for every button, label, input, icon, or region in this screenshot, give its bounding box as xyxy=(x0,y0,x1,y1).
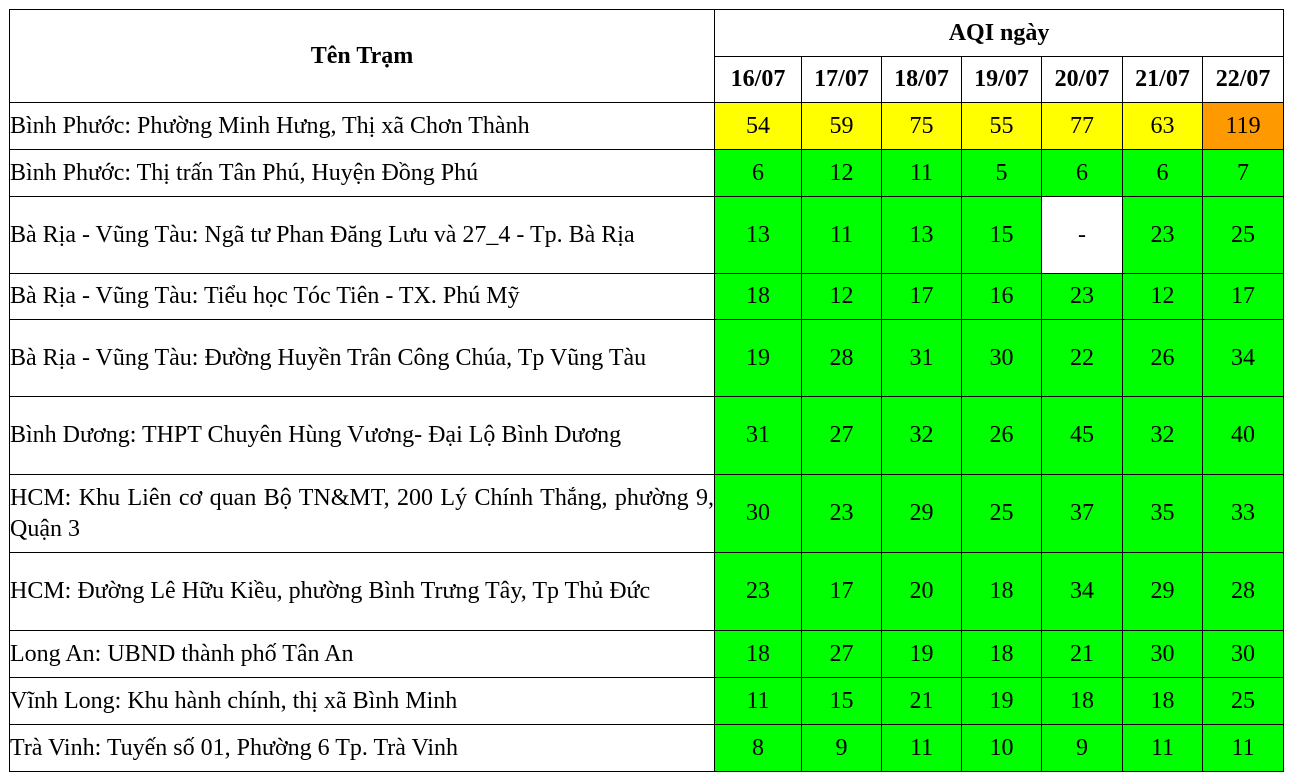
station-name: Bình Phước: Thị trấn Tân Phú, Huyện Đồng Phú xyxy=(10,159,479,186)
station-name-cell xyxy=(10,475,715,553)
aqi-value-cell: 8 xyxy=(715,725,802,772)
station-name-cell xyxy=(10,725,715,772)
station-name: Bình Dương: THPT Chuyên Hùng Vương- Đại Lộ Bình Dương xyxy=(10,422,622,448)
table-row xyxy=(10,103,1284,150)
aqi-value-cell: - xyxy=(1042,197,1123,274)
station-name-cell xyxy=(10,274,715,320)
aqi-value-cell: 26 xyxy=(962,397,1042,475)
aqi-value-cell: 12 xyxy=(802,274,882,320)
date-header: 17/07 xyxy=(802,57,882,103)
aqi-value-cell: 18 xyxy=(1123,678,1203,725)
aqi-value-cell: 19 xyxy=(962,678,1042,725)
station-name: HCM: Đường Lê Hữu Kiều, phường Bình Trưng Tây, Tp Thủ Đức xyxy=(10,578,651,604)
station-name: Long An: UBND thành phố Tân An xyxy=(10,640,354,667)
station-name: Vĩnh Long: Khu hành chính, thị xã Bình Minh xyxy=(10,687,458,714)
aqi-value-cell: 55 xyxy=(962,103,1042,150)
aqi-value-cell: 32 xyxy=(1123,397,1203,475)
aqi-value-cell: 30 xyxy=(1203,631,1284,678)
aqi-value-cell: 75 xyxy=(882,103,962,150)
aqi-value-cell: 18 xyxy=(962,631,1042,678)
aqi-value-cell: 27 xyxy=(802,397,882,475)
aqi-value-cell: 34 xyxy=(1042,553,1123,631)
aqi-value-cell: 25 xyxy=(962,475,1042,553)
aqi-value-cell: 30 xyxy=(715,475,802,553)
aqi-value-cell: 29 xyxy=(882,475,962,553)
aqi-value-cell: 119 xyxy=(1203,103,1284,150)
aqi-value-cell: 21 xyxy=(1042,631,1123,678)
aqi-value-cell: 17 xyxy=(882,274,962,320)
station-name-cell xyxy=(10,631,715,678)
aqi-value-cell: 11 xyxy=(882,725,962,772)
station-name: Bình Phước: Phường Minh Hưng, Thị xã Chơn Thành xyxy=(10,112,530,139)
station-name-cell xyxy=(10,150,715,197)
aqi-value-cell: 13 xyxy=(715,197,802,274)
table-row xyxy=(10,678,1284,725)
station-name-cell xyxy=(10,397,715,475)
aqi-value-cell: 25 xyxy=(1203,678,1284,725)
aqi-value-cell: 63 xyxy=(1123,103,1203,150)
aqi-value-cell: 10 xyxy=(962,725,1042,772)
aqi-value-cell: 12 xyxy=(1123,274,1203,320)
date-header: 21/07 xyxy=(1123,57,1203,103)
station-column-header: Tên Trạm xyxy=(10,10,715,103)
aqi-value-cell: 11 xyxy=(802,197,882,274)
aqi-value-cell: 18 xyxy=(962,553,1042,631)
table-row xyxy=(10,553,1284,631)
aqi-value-cell: 37 xyxy=(1042,475,1123,553)
table-row xyxy=(10,475,1284,553)
aqi-value-cell: 59 xyxy=(802,103,882,150)
table-row xyxy=(10,320,1284,397)
aqi-value-cell: 11 xyxy=(882,150,962,197)
station-name-cell xyxy=(10,678,715,725)
aqi-value-cell: 28 xyxy=(1203,553,1284,631)
aqi-value-cell: 16 xyxy=(962,274,1042,320)
aqi-value-cell: 23 xyxy=(802,475,882,553)
aqi-value-cell: 15 xyxy=(962,197,1042,274)
table-body xyxy=(10,103,1284,772)
aqi-value-cell: 18 xyxy=(715,274,802,320)
station-name: Trà Vinh: Tuyến số 01, Phường 6 Tp. Trà Vinh xyxy=(10,734,459,761)
date-header: 20/07 xyxy=(1042,57,1123,103)
aqi-value-cell: 5 xyxy=(962,150,1042,197)
table-row xyxy=(10,631,1284,678)
aqi-value-cell: 17 xyxy=(802,553,882,631)
aqi-value-cell: 15 xyxy=(802,678,882,725)
aqi-value-cell: 13 xyxy=(882,197,962,274)
station-name: Bà Rịa - Vũng Tàu: Ngã tư Phan Đăng Lưu và 27_4 - Tp. Bà Rịa xyxy=(10,221,635,248)
aqi-value-cell: 23 xyxy=(715,553,802,631)
station-name: Bà Rịa - Vũng Tàu: Tiểu học Tóc Tiên - TX. Phú Mỹ xyxy=(10,283,520,309)
aqi-value-cell: 9 xyxy=(802,725,882,772)
aqi-value-cell: 34 xyxy=(1203,320,1284,397)
aqi-value-cell: 21 xyxy=(882,678,962,725)
aqi-value-cell: 26 xyxy=(1123,320,1203,397)
table-row xyxy=(10,150,1284,197)
aqi-value-cell: 23 xyxy=(1042,274,1123,320)
aqi-value-cell: 11 xyxy=(1203,725,1284,772)
aqi-value-cell: 35 xyxy=(1123,475,1203,553)
aqi-value-cell: 6 xyxy=(1042,150,1123,197)
aqi-value-cell: 25 xyxy=(1203,197,1284,274)
date-header: 19/07 xyxy=(962,57,1042,103)
table-row xyxy=(10,725,1284,772)
table-row xyxy=(10,197,1284,274)
station-name: Bà Rịa - Vũng Tàu: Đường Huyền Trân Công Chúa, Tp Vũng Tàu xyxy=(10,344,647,371)
date-header: 16/07 xyxy=(715,57,802,103)
aqi-value-cell: 17 xyxy=(1203,274,1284,320)
aqi-value-cell: 6 xyxy=(715,150,802,197)
header-row-top xyxy=(10,10,1284,57)
aqi-value-cell: 6 xyxy=(1123,150,1203,197)
aqi-value-cell: 33 xyxy=(1203,475,1284,553)
aqi-value-cell: 31 xyxy=(715,397,802,475)
aqi-value-cell: 77 xyxy=(1042,103,1123,150)
aqi-value-cell: 29 xyxy=(1123,553,1203,631)
aqi-value-cell: 45 xyxy=(1042,397,1123,475)
aqi-value-cell: 23 xyxy=(1123,197,1203,274)
aqi-value-cell: 30 xyxy=(962,320,1042,397)
aqi-value-cell: 19 xyxy=(715,320,802,397)
aqi-value-cell: 12 xyxy=(802,150,882,197)
station-name-cell xyxy=(10,197,715,274)
aqi-value-cell: 9 xyxy=(1042,725,1123,772)
aqi-value-cell: 27 xyxy=(802,631,882,678)
aqi-value-cell: 11 xyxy=(715,678,802,725)
aqi-value-cell: 40 xyxy=(1203,397,1284,475)
date-header: 18/07 xyxy=(882,57,962,103)
table-row xyxy=(10,397,1284,475)
station-name-cell xyxy=(10,320,715,397)
aqi-group-header: AQI ngày xyxy=(715,10,1284,57)
aqi-value-cell: 7 xyxy=(1203,150,1284,197)
date-header: 22/07 xyxy=(1203,57,1284,103)
aqi-value-cell: 32 xyxy=(882,397,962,475)
aqi-value-cell: 30 xyxy=(1123,631,1203,678)
aqi-value-cell: 18 xyxy=(715,631,802,678)
aqi-value-cell: 54 xyxy=(715,103,802,150)
aqi-value-cell: 18 xyxy=(1042,678,1123,725)
table-row xyxy=(10,274,1284,320)
aqi-table xyxy=(9,9,1284,772)
aqi-value-cell: 31 xyxy=(882,320,962,397)
station-name: HCM: Khu Liên cơ quan Bộ TN&MT, 200 Lý Chính Thắng, phường 9, Quận 3 xyxy=(10,484,714,542)
station-name-cell xyxy=(10,553,715,631)
aqi-value-cell: 11 xyxy=(1123,725,1203,772)
aqi-value-cell: 22 xyxy=(1042,320,1123,397)
aqi-value-cell: 28 xyxy=(802,320,882,397)
station-name-cell xyxy=(10,103,715,150)
aqi-value-cell: 20 xyxy=(882,553,962,631)
aqi-value-cell: 19 xyxy=(882,631,962,678)
